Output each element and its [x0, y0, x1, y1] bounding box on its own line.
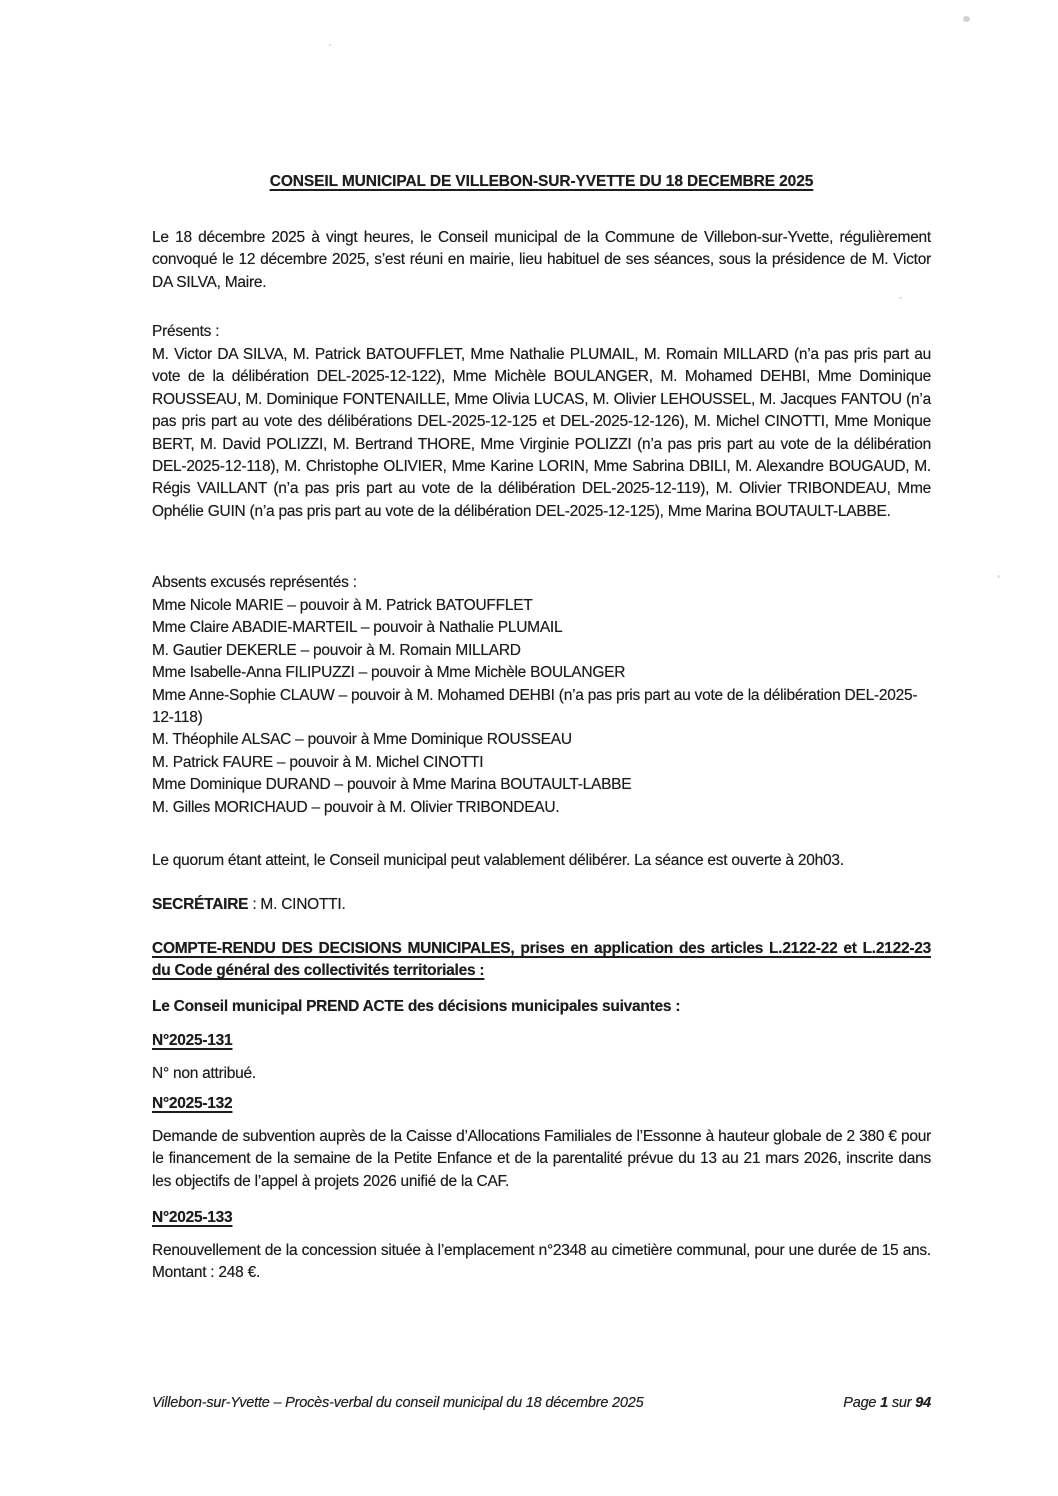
- decision-text: Renouvellement de la concession située à l’emplacement n°2348 au cimetière communal, pour une durée de 15 ans. Montant : 248 €.: [152, 1242, 931, 1282]
- footer-sur-word: sur: [891, 1395, 912, 1411]
- secretary-line: [152, 894, 931, 916]
- page-title: CONSEIL MUNICIPAL DE VILLEBON-SUR-YVETTE DU 18 DECEMBRE 2025: [269, 173, 814, 190]
- prend-acte-line: Le Conseil municipal PREND ACTE des décisions municipales suivantes :: [152, 998, 681, 1015]
- decision-text: N° non attribué.: [152, 1065, 256, 1082]
- quorum-paragraph: Le quorum étant atteint, le Conseil municipal peut valablement délibérer. La séance est ouverte à 20h03.: [152, 852, 844, 869]
- absents-label: Absents excusés représentés :: [152, 574, 357, 591]
- presents-label: Présents :: [152, 323, 220, 340]
- scan-speck: [899, 297, 902, 299]
- scan-speck: [329, 44, 331, 46]
- footer-page-indicator: [843, 1395, 931, 1411]
- absent-entry: Mme Nicole MARIE – pouvoir à M. Patrick BATOUFFLET: [152, 597, 533, 614]
- absent-entry: Mme Claire ABADIE-MARTEIL – pouvoir à Nathalie PLUMAIL: [152, 619, 563, 637]
- footer-total-pages: 94: [915, 1395, 931, 1411]
- decision-number: N°2025-132: [152, 1095, 233, 1112]
- section-heading: COMPTE-RENDU DES DECISIONS MUNICIPALES, prises en application des articles L.2122-22 et L.2122-23 du Code général des collectivités territoriales :: [152, 940, 931, 980]
- footer-document-title: Villebon-sur-Yvette – Procès-verbal du conseil municipal du 18 décembre 2025: [152, 1395, 644, 1411]
- scan-speck: [963, 16, 970, 22]
- absent-entry: M. Théophile ALSAC – pouvoir à Mme Dominique ROUSSEAU: [152, 731, 572, 749]
- absent-entry: Mme Isabelle-Anna FILIPUZZI – pouvoir à Mme Michèle BOULANGER: [152, 664, 626, 682]
- absent-entry: Mme Anne-Sophie CLAUW – pouvoir à M. Mohamed DEHBI (n’a pas pris part au vote de la délibération DEL-2025-12-118): [152, 686, 918, 727]
- footer-page-word: Page: [843, 1395, 877, 1411]
- absent-entry: Mme Dominique DURAND – pouvoir à Mme Marina BOUTAULT-LABBE: [152, 776, 632, 794]
- presents-paragraph: M. Victor DA SILVA, M. Patrick BATOUFFLET, Mme Nathalie PLUMAIL, M. Romain MILLARD (n’a pas pris part au vote de la délibération DEL-2025-12-122), Mme Michèle BOULANGER, M. Mohamed DEHBI, Mme Dominique ROUSSEAU, M. Dominique FONTENAILLE, Mme Olivia LUCAS, M. Olivier LEHOUSSEL, M. Jacques FANTOU (n’a pas pris part au vote des délibérations DEL-2025-12-125 et DEL-2025-12-126), M. Michel CINOTTI, Mme Monique BERT, M. David POLIZZI, M. Bertrand THORE, Mme Virginie POLIZZI (n’a pas pris part au vote de la délibération DEL-2025-12-118), M. Christophe OLIVIER, Mme Karine LORIN, Mme Sabrina DBILI, M. Alexandre BOUGAUD, M. Régis VAILLANT (n’a pas pris part au vote de la délibération DEL-2025-12-119), M. Olivier TRIBONDEAU, Mme Ophélie GUIN (n’a pas pris part au vote de la délibération DEL-2025-12-125), Mme Marina BOUTAULT-LABBE.: [152, 346, 931, 520]
- secretary-value: : M. CINOTTI.: [248, 896, 346, 913]
- footer-page-number: 1: [880, 1395, 889, 1411]
- page-footer: [152, 1395, 931, 1411]
- absent-entry: M. Patrick FAURE – pouvoir à M. Michel CINOTTI: [152, 753, 484, 771]
- absents-list: [152, 595, 931, 819]
- scan-speck: [997, 575, 1000, 578]
- secretary-label: SECRÉTAIRE: [152, 896, 249, 913]
- decision-number: N°2025-133: [152, 1209, 233, 1226]
- absent-entry: M. Gautier DEKERLE – pouvoir à M. Romain MILLARD: [152, 641, 521, 659]
- decision-number: N°2025-131: [152, 1032, 233, 1049]
- decision-text: Demande de subvention auprès de la Caisse d’Allocations Familiales de l’Essonne à hauteur globale de 2 380 € pour le financement de la semaine de la Petite Enfance et de la parentalité prévue du 13 au 21 mars 2026, inscrite dans les objectifs de l’appel à projets 2026 unifié de la CAF.: [152, 1128, 931, 1190]
- absent-entry: M. Gilles MORICHAUD – pouvoir à M. Olivier TRIBONDEAU.: [152, 798, 560, 816]
- intro-paragraph: Le 18 décembre 2025 à vingt heures, le Conseil municipal de la Commune de Villebon-sur-Yvette, régulièrement convoqué le 12 décembre 2025, s’est réuni en mairie, lieu habituel de ses séances, sous la présidence de M. Victor DA SILVA, Maire.: [152, 229, 931, 291]
